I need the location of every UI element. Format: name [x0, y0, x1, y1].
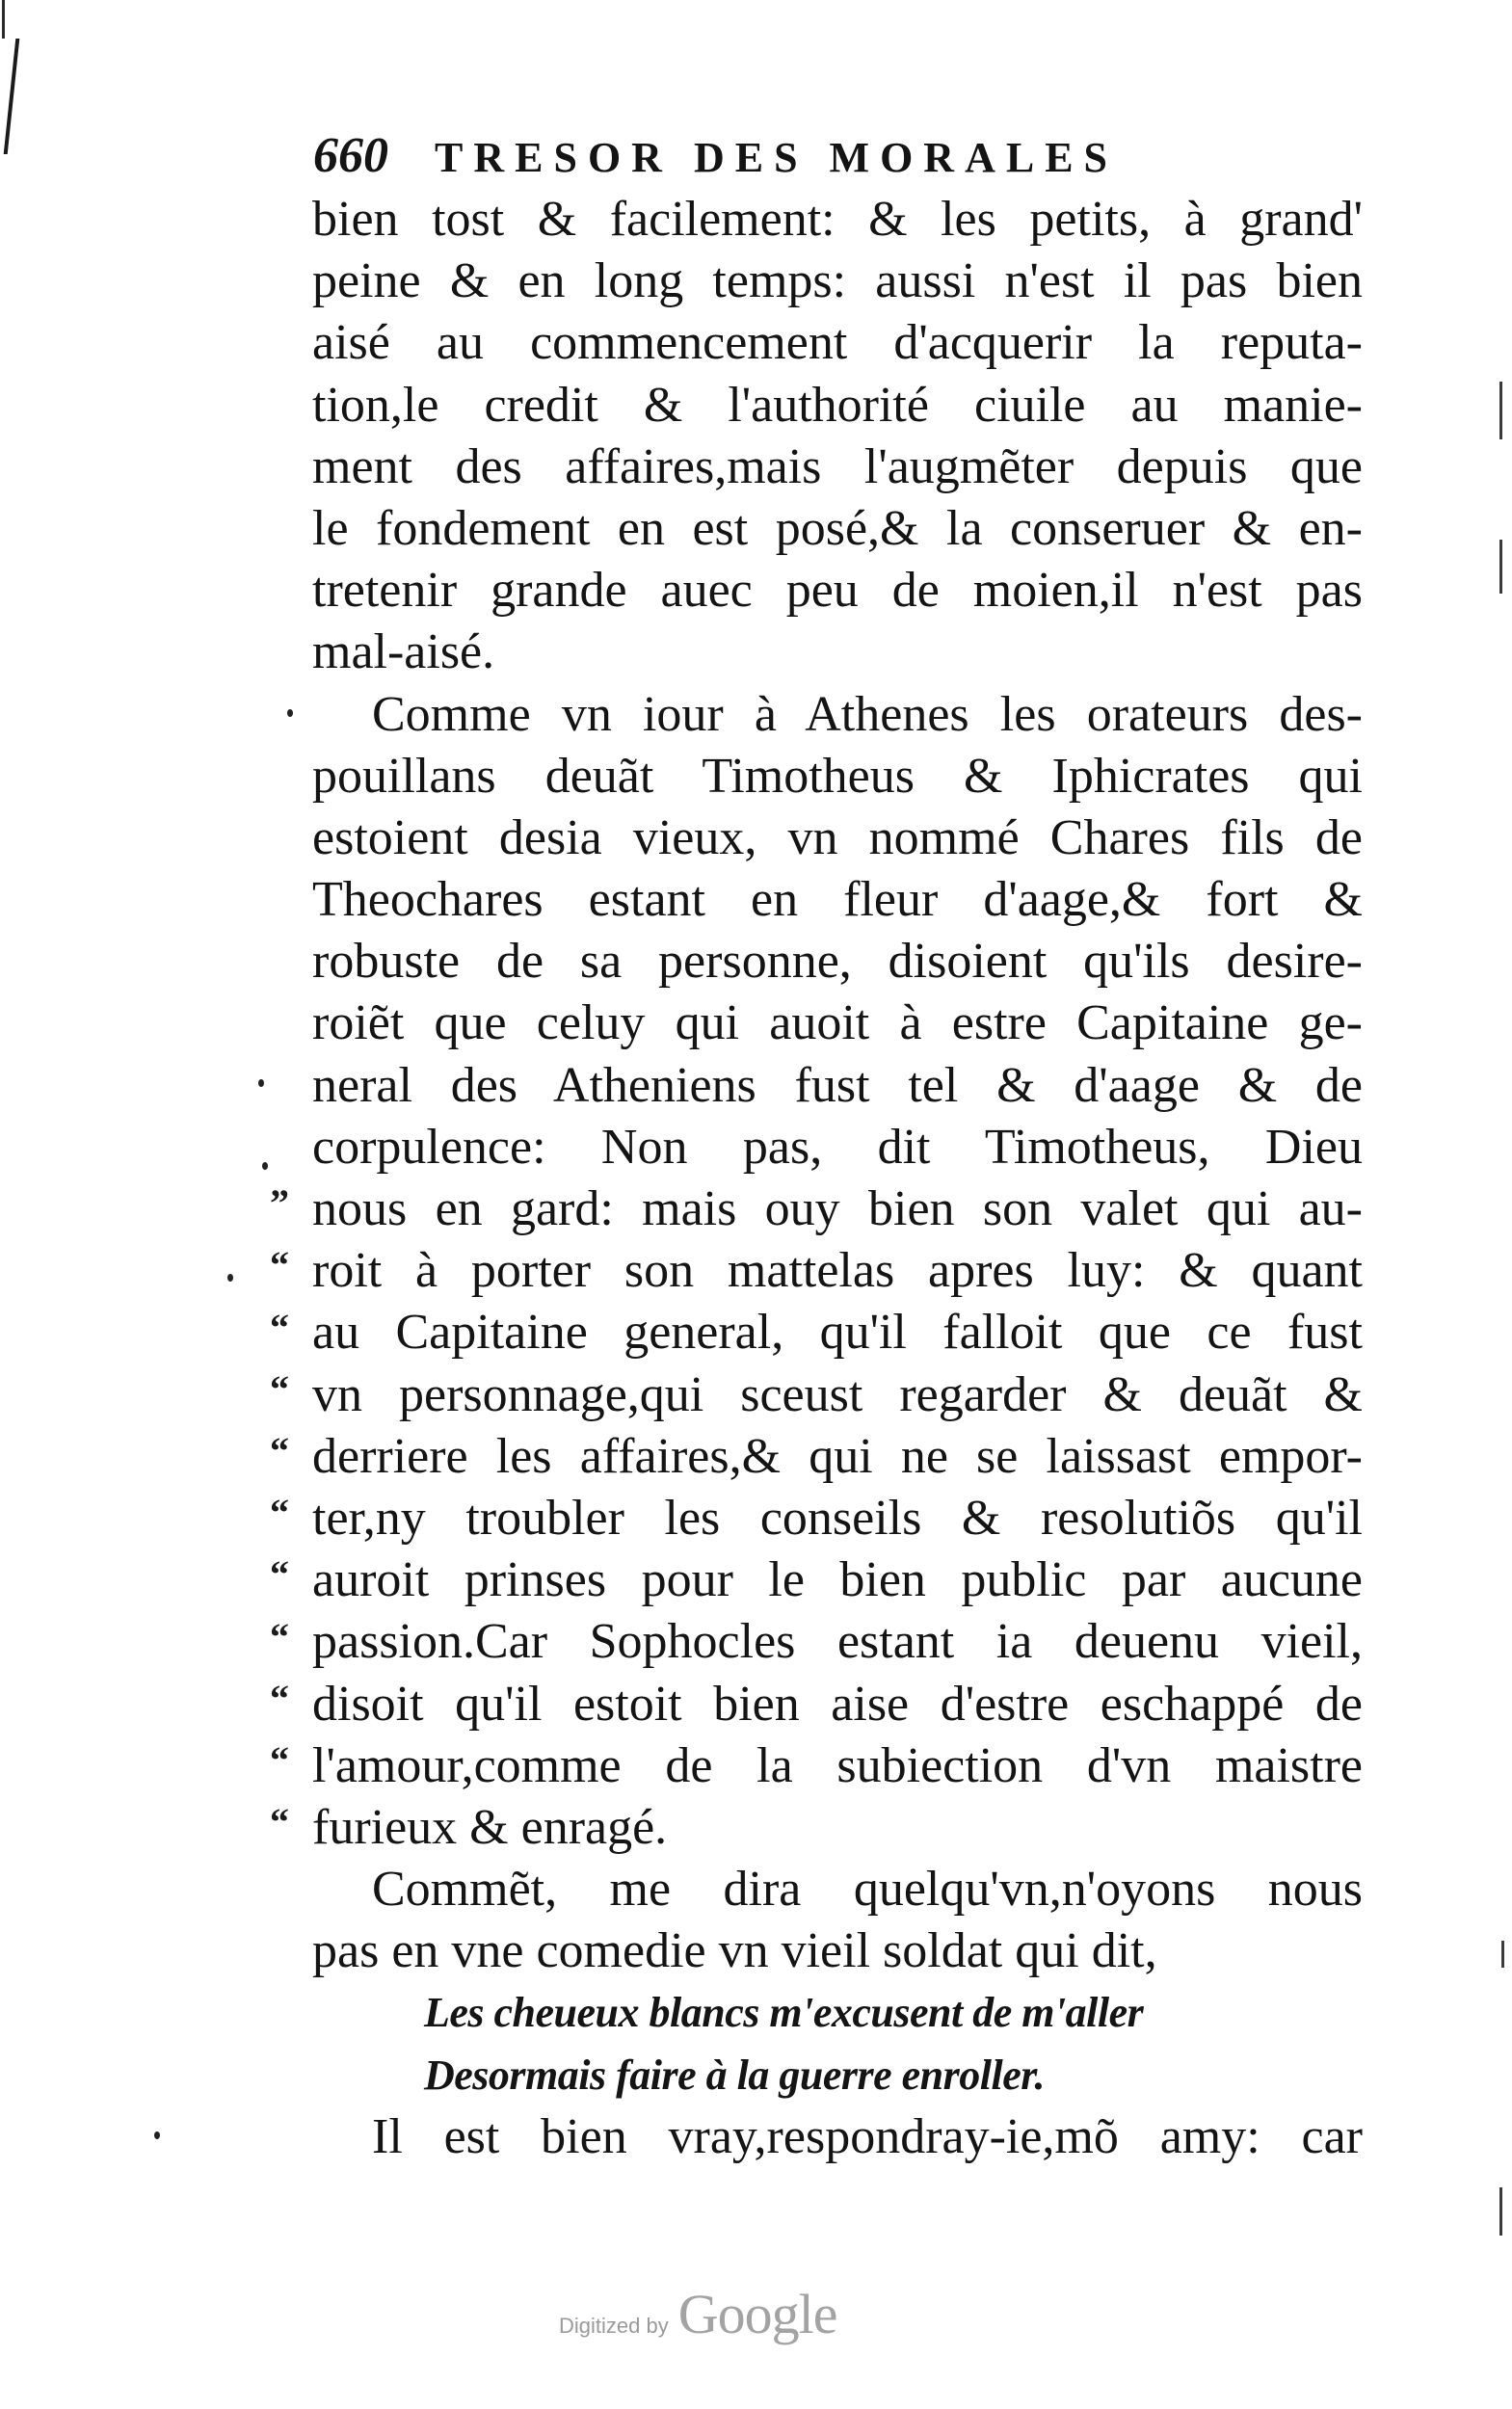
running-title: TRESOR DES MORALES: [435, 134, 1119, 181]
margin-quote-mark: “: [270, 1800, 289, 1844]
text-line: passion.Car Sophocles estant ia deuenu vieil,: [312, 1614, 1363, 1670]
text-line: estoient desia vieux, vn nommé Chares fils de: [312, 809, 1363, 865]
margin-quote-mark: “: [270, 1491, 289, 1535]
page-number: 660: [313, 128, 388, 183]
stray-mark: [258, 1079, 264, 1087]
text-line: au Capitaine general, qu'il falloit que ce fust: [312, 1305, 1363, 1361]
margin-quote-mark: “: [270, 1614, 289, 1658]
text-line: roit à porter son mattelas apres luy: & quant: [312, 1243, 1363, 1299]
margin-mark: [1499, 2187, 1502, 2236]
text-line: pas en vne comedie vn vieil soldat qui dit,: [312, 1923, 1157, 1979]
text-line: Theochares estant en fleur d'aage,& fort &: [312, 872, 1363, 928]
margin-quote-mark: ”: [270, 1181, 289, 1226]
text-line: le fondement en est posé,& la conseruer & en-: [312, 500, 1363, 556]
text-line: tion,le credit & l'authorité ciuile au manie-: [312, 377, 1363, 433]
margin-quote-mark: “: [270, 1676, 289, 1720]
verse-line: Les cheueux blancs m'excusent de m'aller: [424, 1989, 1144, 2037]
margin-quote-mark: “: [270, 1366, 289, 1411]
body-text: [312, 189, 1363, 2168]
text-line: mal-aisé.: [312, 624, 495, 680]
text-line: vn personnage,qui sceust regarder & deuãt &: [312, 1366, 1363, 1422]
margin-quote-mark: “: [270, 1552, 289, 1597]
margin-mark: [1501, 1941, 1504, 1968]
text-line: tretenir grande auec peu de moien,il n'est pas: [312, 563, 1363, 619]
watermark-brand: Google: [677, 2283, 837, 2345]
text-line: ter,ny troubler les conseils & resolutiõs qu'il: [312, 1490, 1363, 1546]
margin-mark: [1499, 540, 1502, 594]
text-line: Commẽt, me dira quelqu'vn,n'oyons nous: [372, 1862, 1363, 1918]
binding-edge-mark: [2, 0, 16, 39]
stray-mark: [262, 1162, 268, 1170]
binding-edge-mark: [4, 39, 30, 154]
text-line: Comme vn iour à Athenes les orateurs des-: [372, 686, 1363, 742]
text-line: disoit qu'il estoit bien aise d'estre eschappé de: [312, 1676, 1363, 1732]
text-line: auroit prinses pour le bien public par aucune: [312, 1552, 1363, 1608]
text-line: derriere les affaires,& qui ne se laissast empor-: [312, 1428, 1363, 1484]
margin-mark: [1499, 382, 1502, 439]
running-head: [313, 127, 1373, 185]
text-line: robuste de sa personne, disoient qu'ils desire-: [312, 934, 1363, 990]
stray-mark: [154, 2131, 160, 2139]
text-line: Il est bien vray,respondray-ie,mõ amy: car: [372, 2108, 1363, 2164]
margin-quote-mark: “: [270, 1429, 289, 1472]
text-line: peine & en long temps: aussi n'est il pas bien: [312, 253, 1363, 309]
text-line: aisé au commencement d'acquerir la reputa-: [312, 315, 1363, 371]
stray-mark: [227, 1274, 233, 1282]
text-line: ment des affaires,mais l'augmẽter depuis que: [312, 438, 1363, 494]
verse-line: Desormais faire à la guerre enroller.: [424, 2051, 1045, 2099]
margin-quote-mark: “: [270, 1738, 289, 1782]
stray-mark: [287, 709, 293, 717]
text-line: roiẽt que celuy qui auoit à estre Capitaine ge-: [312, 995, 1363, 1051]
margin-quote-mark: “: [270, 1243, 289, 1287]
text-line: bien tost & facilement: & les petits, à grand': [312, 192, 1363, 247]
margin-quote-mark: “: [270, 1305, 289, 1349]
text-line: nous en gard: mais ouy bien son valet qui au-: [312, 1181, 1363, 1236]
text-line: furieux & enragé.: [312, 1799, 668, 1855]
text-line: neral des Atheniens fust tel & d'aage & de: [312, 1057, 1363, 1113]
digitization-watermark: [559, 2282, 964, 2346]
text-line: pouillans deuãt Timotheus & Iphicrates qui: [312, 748, 1363, 804]
text-line: corpulence: Non pas, dit Timotheus, Dieu: [312, 1119, 1363, 1175]
text-line: l'amour,comme de la subiection d'vn maistre: [312, 1737, 1363, 1793]
watermark-prefix: Digitized by: [559, 2314, 669, 2338]
